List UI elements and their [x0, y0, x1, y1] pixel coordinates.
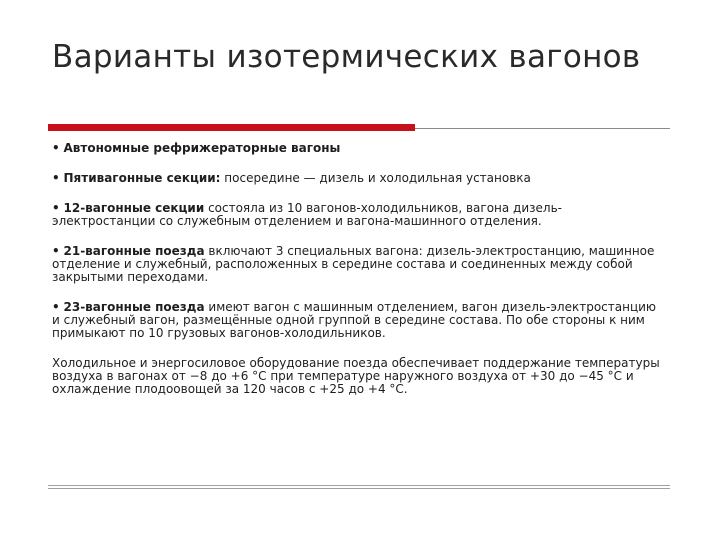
bullet-marker: • [52, 300, 60, 314]
title-accent-bar [48, 124, 415, 131]
bullet-marker: • [52, 244, 60, 258]
bullet-text: состояла из 10 вагонов-холодильников, вагона дизель-электростанции со служебным отделением и вагона-машинного отделения. [52, 201, 562, 228]
bullet-item [52, 172, 662, 185]
closing-paragraph: Холодильное и энергосиловое оборудование поезда обеспечивает поддержание температуры воздуха в вагонах от −8 до +6 °С при температуре наружного воздуха от +30 до −45 °С и охлаждение плодоовощей за 120 часов с +25 до +4 °С. [52, 356, 660, 396]
slide-body [52, 142, 662, 396]
bullet-marker: • [52, 141, 60, 155]
bullet-heading: 21-вагонные поезда [63, 244, 205, 258]
bullet-heading: Пятивагонные секции: [63, 171, 221, 185]
footer-divider-line [48, 485, 670, 489]
bullet-item [52, 142, 662, 155]
bullet-heading: 23-вагонные поезда [63, 300, 205, 314]
bullet-marker: • [52, 201, 60, 215]
bullet-text: включают 3 специальных вагона: дизель-электростанцию, машинное отделение и служебный, расположенных в середине состава и соединенных между собой закрытыми переходами. [52, 244, 655, 284]
bullet-text: имеют вагон с машинным отделением, вагон дизель-электростанцию и служебный вагон, размещённые одной группой в середине состава. По обе стороны к ним примыкают по 10 грузовых вагонов-холодильников. [52, 300, 657, 340]
slide-title: Варианты изотермических вагонов [52, 39, 641, 75]
bullet-heading: Автономные рефрижераторные вагоны [63, 141, 341, 155]
bullet-item [52, 202, 662, 228]
bullet-item [52, 301, 662, 340]
bullet-heading: 12-вагонные секции [63, 201, 205, 215]
bullet-item [52, 245, 662, 284]
bullet-marker: • [52, 171, 60, 185]
bullet-text: посередине — дизель и холодильная установка [220, 171, 531, 185]
